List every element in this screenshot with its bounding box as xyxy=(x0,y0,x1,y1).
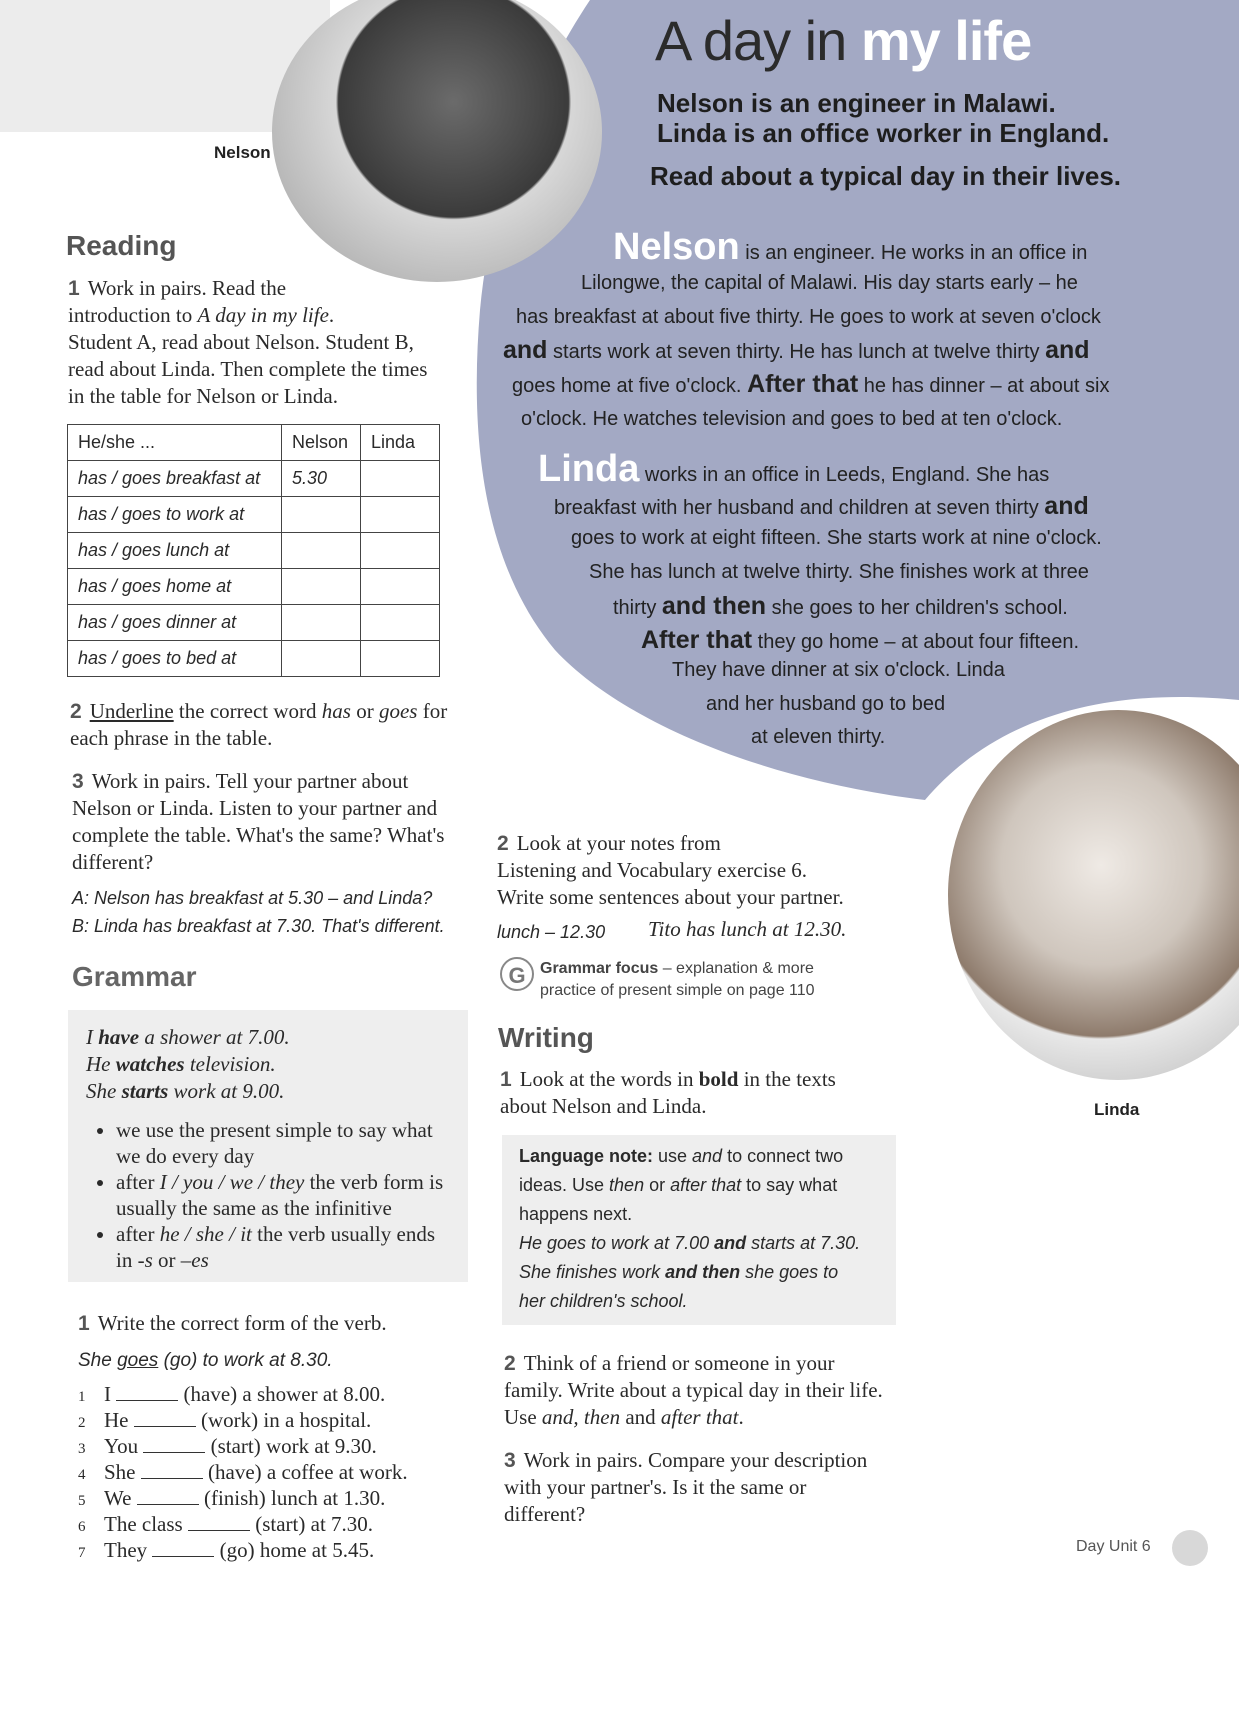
note-example-3: her children's school. xyxy=(519,1291,688,1311)
answer-blank[interactable] xyxy=(188,1514,250,1531)
writing-exercise-1 xyxy=(500,1066,920,1120)
exercise-number: 3 xyxy=(504,1449,516,1472)
reading-heading: Reading xyxy=(66,230,177,261)
bold-word: After that xyxy=(641,626,753,654)
italic-text: I / you / we / they xyxy=(159,1170,305,1194)
list-item xyxy=(78,1486,408,1512)
answer-blank[interactable] xyxy=(152,1540,214,1557)
table-cell-linda[interactable] xyxy=(361,461,440,497)
exercise-number: 1 xyxy=(78,1312,90,1335)
bold-word: and xyxy=(1045,336,1090,364)
grammar-example-1 xyxy=(86,1024,468,1051)
intro-line-1: Nelson is an engineer in Malawi. xyxy=(657,88,1056,118)
text: Think of a friend or someone in your xyxy=(523,1351,835,1375)
writing-exercise-3 xyxy=(504,1447,924,1528)
language-note-content xyxy=(502,1135,896,1316)
intro-line-3: Read about a typical day in their lives. xyxy=(650,161,1122,191)
text: Work in pairs. Compare your description xyxy=(523,1448,868,1472)
exercise-number: 1 xyxy=(68,277,80,300)
writing-ex2-line-1 xyxy=(504,1350,924,1377)
reading-ex2-line-1 xyxy=(70,698,480,725)
linda-story-line-2 xyxy=(554,492,1089,521)
reading-ex3-line-1 xyxy=(72,768,482,795)
unit-footer: Day Unit 6 xyxy=(1076,1538,1151,1555)
linda-story-line-7: They have dinner at six o'clock. Linda xyxy=(672,659,1005,681)
bold-word: After that xyxy=(747,370,859,398)
text: Look at your notes from xyxy=(516,831,721,855)
text: introduction to xyxy=(68,303,198,327)
italic-text: after that xyxy=(670,1175,742,1195)
linda-story-line-6 xyxy=(641,626,1079,655)
linda-name: Linda xyxy=(538,448,640,490)
italic-text: –es xyxy=(180,1248,209,1272)
text: (have) a shower at 8.00. xyxy=(183,1382,386,1406)
text: the verb form is usually the same as the infinitive xyxy=(116,1170,444,1220)
note-label: Language note: xyxy=(519,1146,653,1166)
answer-blank[interactable] xyxy=(143,1436,205,1453)
grammar-rule-2 xyxy=(116,1169,446,1221)
table-header-row xyxy=(68,425,440,461)
note-example-1 xyxy=(519,1229,896,1258)
text: she goes to her children's school. xyxy=(766,597,1068,619)
italic-text: and xyxy=(692,1146,723,1166)
nelson-caption: Nelson xyxy=(214,143,271,162)
nelson-story-line-2: Lilongwe, the capital of Malawi. His day starts early – he xyxy=(581,272,1078,294)
text: breakfast with her husband and children at seven thirty xyxy=(554,497,1045,519)
text: (work) in a hospital. xyxy=(201,1408,372,1432)
answer-blank[interactable] xyxy=(141,1462,203,1479)
table-cell-activity: has / goes lunch at xyxy=(68,533,282,569)
text: He xyxy=(86,1052,116,1076)
table-header-cell: Linda xyxy=(361,425,440,461)
table-row xyxy=(68,641,440,677)
table-cell-activity: has / goes to bed at xyxy=(68,641,282,677)
language-note-box xyxy=(502,1135,896,1325)
grammar-example-sentence xyxy=(78,1350,333,1372)
table-row xyxy=(68,461,440,497)
text: She xyxy=(86,1079,122,1103)
writing-ex2-line-2: family. Write about a typical day in their life. xyxy=(504,1378,883,1402)
text: work at 9.00. xyxy=(168,1079,285,1103)
text: The class xyxy=(104,1512,183,1536)
table-cell-activity: has / goes home at xyxy=(68,569,282,605)
answer-blank[interactable] xyxy=(134,1410,196,1427)
bold-word: and xyxy=(1044,492,1089,520)
grammar-rule-3 xyxy=(116,1221,446,1273)
text: to connect two xyxy=(722,1146,844,1166)
exercise-number: 2 xyxy=(70,700,82,723)
page-number-badge xyxy=(1172,1530,1208,1566)
answer-blank[interactable] xyxy=(116,1384,178,1401)
reading-ex1-line-1 xyxy=(68,275,468,302)
reading-ex1-line-4: read about Linda. Then complete the times xyxy=(68,357,428,381)
bold-word: have xyxy=(98,1025,140,1049)
bold-word: bold xyxy=(698,1067,739,1091)
grammar-focus-icon: G xyxy=(500,957,534,991)
text: I xyxy=(104,1382,111,1406)
text: she goes to xyxy=(740,1262,839,1282)
table-cell-linda[interactable] xyxy=(361,533,440,569)
table-header-cell: He/she ... xyxy=(68,425,282,461)
answer-blank[interactable] xyxy=(137,1488,199,1505)
linda-story-line-9: at eleven thirty. xyxy=(751,726,886,748)
italic-text: -s xyxy=(137,1248,153,1272)
reading-ex3-line-4: different? xyxy=(72,850,154,874)
notes-exercise-2 xyxy=(497,830,917,911)
text: they go home – at about four fifteen. xyxy=(752,631,1079,653)
text: She finishes work xyxy=(519,1262,666,1282)
reading-ex1-line-2 xyxy=(68,302,468,329)
writing-ex1-line-1 xyxy=(500,1066,920,1093)
text: works in an office in Leeds, England. She has xyxy=(639,464,1050,486)
linda-story-line-5 xyxy=(613,592,1068,621)
table-header-cell: Nelson xyxy=(282,425,361,461)
reading-exercise-1 xyxy=(68,275,468,410)
text: (go) to work at 8.30. xyxy=(158,1350,333,1371)
table-cell-nelson[interactable] xyxy=(282,497,361,533)
grammar-examples xyxy=(68,1010,468,1105)
text: for xyxy=(417,699,448,723)
text: They xyxy=(104,1538,148,1562)
grammar-heading: Grammar xyxy=(72,961,197,992)
reading-ex1-line-3: Student A, read about Nelson. Student B, xyxy=(68,330,414,354)
reading-ex3-line-2: Nelson or Linda. Listen to your partner and xyxy=(72,796,438,820)
exercise-number: 1 xyxy=(500,1068,512,1091)
text: use xyxy=(653,1146,693,1166)
text: and xyxy=(620,1405,661,1429)
linda-story-line-3: goes to work at eight fifteen. She starts work at nine o'clock. xyxy=(571,527,1102,549)
item-number: 2 xyxy=(78,1415,86,1431)
text: (finish) lunch at 1.30. xyxy=(203,1486,386,1510)
exercise-number: 3 xyxy=(72,770,84,793)
exercise-number: 2 xyxy=(504,1352,516,1375)
table-cell-nelson[interactable] xyxy=(282,569,361,605)
text: (start) at 7.30. xyxy=(255,1512,374,1536)
nelson-story-line-1 xyxy=(613,226,1087,269)
text: he has dinner – at about six xyxy=(858,375,1110,397)
bold-word: and then xyxy=(665,1262,741,1282)
notes-ex2-line-1 xyxy=(497,830,917,857)
table-row xyxy=(68,569,440,605)
text: He xyxy=(104,1408,129,1432)
text: – explanation & more xyxy=(658,960,814,977)
table-row xyxy=(68,497,440,533)
text: Write the correct form of the verb. xyxy=(97,1311,387,1335)
text: the verb usually ends in xyxy=(116,1222,435,1272)
linda-story-line-4: She has lunch at twelve thirty. She finishes work at three xyxy=(589,561,1089,583)
times-table xyxy=(67,424,440,677)
table-cell-nelson[interactable]: 5.30 xyxy=(282,461,361,497)
text: ideas. Use xyxy=(519,1175,610,1195)
notes-example-sentence: Tito has lunch at 12.30. xyxy=(648,917,847,941)
table-cell-linda[interactable] xyxy=(361,605,440,641)
item-number: 7 xyxy=(78,1545,86,1561)
table-cell-nelson[interactable] xyxy=(282,533,361,569)
text: I xyxy=(86,1025,99,1049)
dialogue-line-a: A: Nelson has breakfast at 5.30 – and Linda? xyxy=(72,888,433,908)
linda-caption: Linda xyxy=(1094,1100,1140,1119)
grammar-exercise-1 xyxy=(78,1310,387,1337)
text: Look at the words in xyxy=(519,1067,699,1091)
list-item xyxy=(78,1512,408,1538)
reading-exercise-3 xyxy=(72,768,482,876)
text: . xyxy=(328,303,335,327)
reading-exercise-2 xyxy=(70,698,480,752)
bold-word: Grammar focus xyxy=(540,960,659,977)
title-part1: A day in xyxy=(655,9,861,72)
text: is an engineer. He works in an office in xyxy=(739,242,1088,264)
nelson-story-line-3: has breakfast at about five thirty. He goes to work at seven o'clock xyxy=(516,306,1101,328)
list-item xyxy=(78,1460,408,1486)
text: starts at 7.30. xyxy=(746,1233,861,1253)
notes-example-note: lunch – 12.30 xyxy=(497,922,606,942)
text: Work in pairs. Tell your partner about xyxy=(91,769,409,793)
underlined-word: Underline xyxy=(89,699,174,723)
reading-ex1-line-5: in the table for Nelson or Linda. xyxy=(68,384,339,408)
text: television. xyxy=(184,1052,276,1076)
example-answer: goes xyxy=(117,1350,159,1371)
table-cell-linda[interactable] xyxy=(361,641,440,677)
table-cell-nelson[interactable] xyxy=(282,605,361,641)
note-example-2 xyxy=(519,1258,896,1287)
text: You xyxy=(104,1434,139,1458)
text: (go) home at 5.45. xyxy=(219,1538,375,1562)
list-item xyxy=(78,1408,408,1434)
nelson-name: Nelson xyxy=(613,226,740,268)
italic-text: he / she / it xyxy=(159,1222,252,1246)
text: starts work at seven thirty. He has lunch at twelve thirty xyxy=(547,341,1046,363)
note-line-1 xyxy=(519,1142,896,1171)
reading-ex3-line-3: complete the table. What's the same? What's xyxy=(72,823,445,847)
notes-ex2-line-2: Listening and Vocabulary exercise 6. xyxy=(497,858,808,882)
item-number: 5 xyxy=(78,1493,86,1509)
writing-ex3-line-1 xyxy=(504,1447,924,1474)
grammar-example-2 xyxy=(86,1051,468,1078)
item-number: 1 xyxy=(78,1389,86,1405)
text: thirty xyxy=(613,597,662,619)
table-cell-linda[interactable] xyxy=(361,569,440,605)
table-cell-activity: has / goes dinner at xyxy=(68,605,282,641)
nelson-story-line-5 xyxy=(512,370,1109,399)
writing-ex3-line-3: different? xyxy=(504,1502,586,1526)
page-title xyxy=(655,8,1031,73)
italic-text: and, then xyxy=(541,1405,621,1429)
table-cell-linda[interactable] xyxy=(361,497,440,533)
text: to say what xyxy=(741,1175,838,1195)
writing-ex3-line-2: with your partner's. Is it the same or xyxy=(504,1475,807,1499)
notes-ex2-line-3: Write some sentences about your partner. xyxy=(497,885,844,909)
italic-text: then xyxy=(609,1175,645,1195)
text: . xyxy=(738,1405,744,1429)
item-number: 6 xyxy=(78,1519,86,1535)
item-number: 3 xyxy=(78,1441,86,1457)
reading-ex2-line-2: each phrase in the table. xyxy=(70,726,273,750)
note-line-2 xyxy=(519,1171,896,1200)
text: Use xyxy=(504,1405,542,1429)
text: (have) a coffee at work. xyxy=(208,1460,408,1484)
title-part2: my life xyxy=(860,9,1032,72)
table-row xyxy=(68,533,440,569)
text: after xyxy=(116,1170,160,1194)
grammar-rules xyxy=(94,1117,446,1273)
grammar-example-3 xyxy=(86,1078,468,1105)
text: Work in pairs. Read the xyxy=(87,276,287,300)
italic-text: after that xyxy=(660,1405,739,1429)
dialogue-line-b: B: Linda has breakfast at 7.30. That's different. xyxy=(72,916,445,936)
grammar-rule-1: • we use the present simple to say what we do every day xyxy=(116,1117,446,1169)
text: She xyxy=(78,1350,118,1371)
note-line-3: happens next. xyxy=(519,1204,633,1224)
text: or xyxy=(644,1175,671,1195)
writing-ex1-line-2: about Nelson and Linda. xyxy=(500,1094,707,1118)
text: He goes to work at 7.00 xyxy=(519,1233,715,1253)
grammar-focus-line-1[interactable] xyxy=(540,960,814,978)
text: a shower at 7.00. xyxy=(139,1025,290,1049)
grammar-focus-line-2: practice of present simple on page 110 xyxy=(540,982,815,999)
italic-text: has xyxy=(321,699,351,723)
italic-text: A day in my life xyxy=(197,303,329,327)
text: the correct word xyxy=(173,699,322,723)
linda-story-line-8: and her husband go to bed xyxy=(706,693,946,715)
linda-story-line-1 xyxy=(538,448,1049,491)
bold-word: and xyxy=(714,1233,747,1253)
italic-text: goes xyxy=(378,699,418,723)
text: in the texts xyxy=(738,1067,836,1091)
bold-word: and then xyxy=(661,592,767,620)
text: We xyxy=(104,1486,132,1510)
verb-exercise-list xyxy=(78,1382,408,1564)
bold-word: watches xyxy=(115,1052,185,1076)
writing-ex2-line-3 xyxy=(504,1404,924,1431)
exercise-number: 2 xyxy=(497,832,509,855)
nelson-story-line-6: o'clock. He watches television and goes to bed at ten o'clock. xyxy=(521,408,1063,430)
writing-heading: Writing xyxy=(498,1022,594,1053)
list-item xyxy=(78,1434,408,1460)
table-cell-activity: has / goes to work at xyxy=(68,497,282,533)
bold-word: starts xyxy=(121,1079,169,1103)
grammar-box xyxy=(68,1010,468,1282)
table-cell-activity: has / goes breakfast at xyxy=(68,461,282,497)
item-number: 4 xyxy=(78,1467,86,1483)
text: after xyxy=(116,1222,160,1246)
text: (start) work at 9.30. xyxy=(210,1434,377,1458)
list-item xyxy=(78,1538,408,1564)
text: or xyxy=(152,1248,181,1272)
nelson-story-line-4 xyxy=(503,336,1090,365)
text: goes home at five o'clock. xyxy=(512,375,748,397)
text: She xyxy=(104,1460,136,1484)
intro-line-2: Linda is an office worker in England. xyxy=(657,118,1110,148)
table-cell-nelson[interactable] xyxy=(282,641,361,677)
bold-word: and xyxy=(503,336,548,364)
text: or xyxy=(350,699,379,723)
writing-exercise-2 xyxy=(504,1350,924,1431)
table-row xyxy=(68,605,440,641)
list-item xyxy=(78,1382,408,1408)
